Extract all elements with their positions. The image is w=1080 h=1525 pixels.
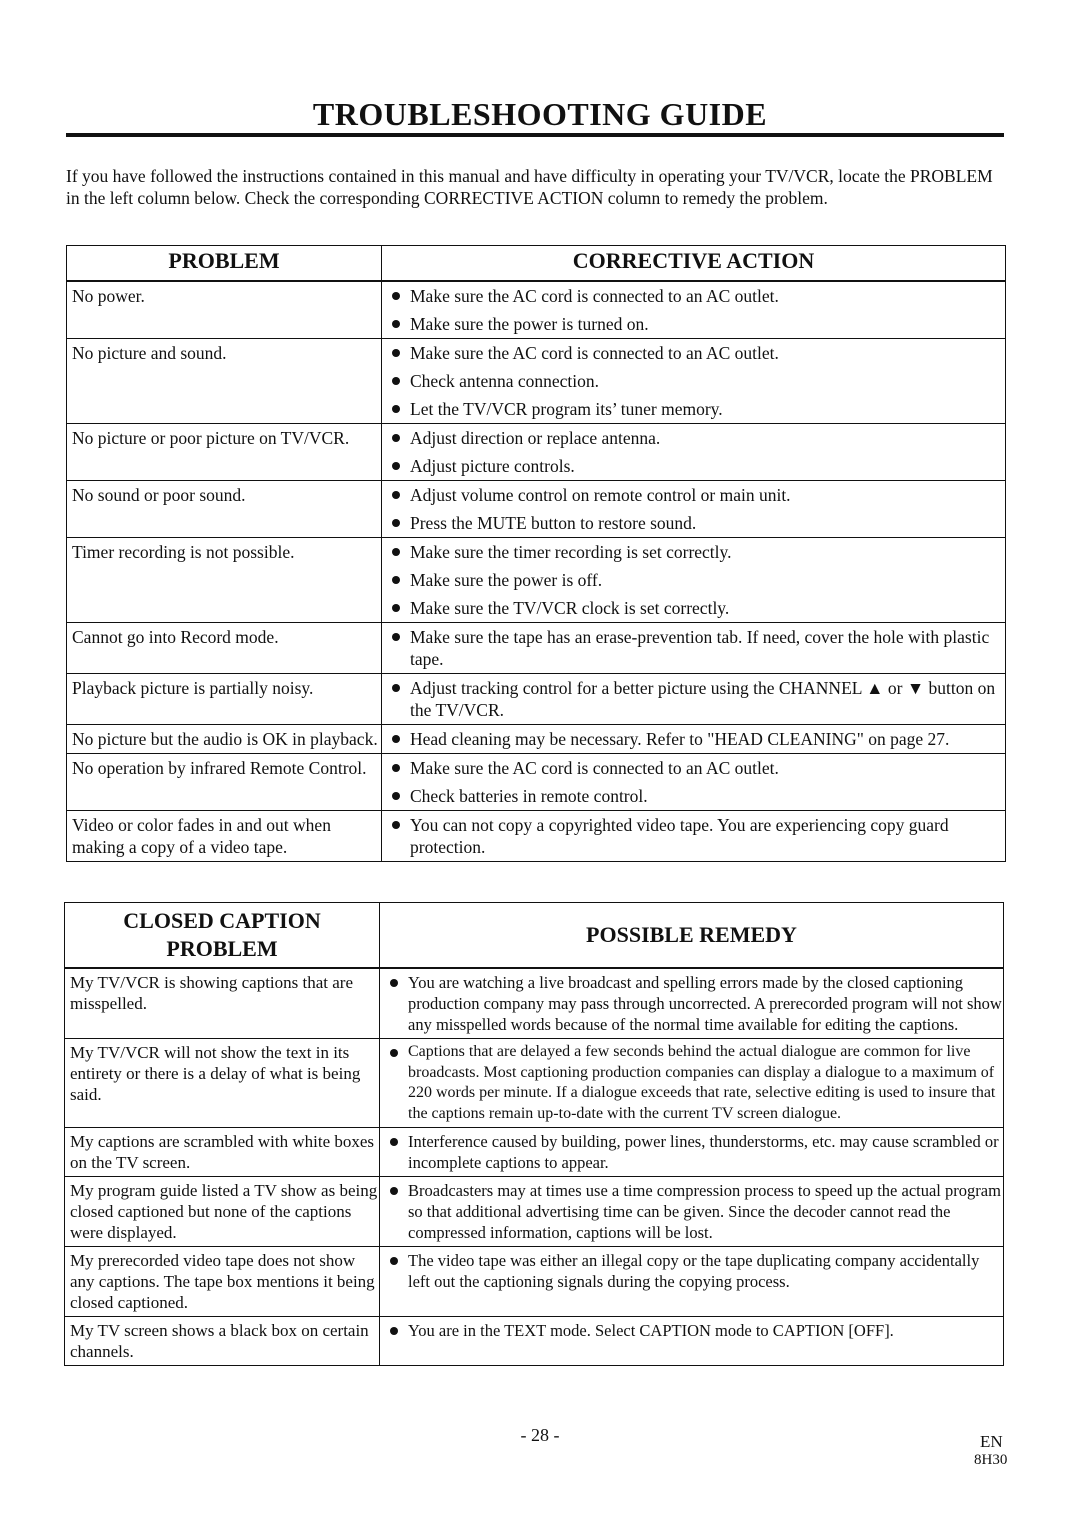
table-row [67, 339, 1006, 424]
corrective-action-cell [382, 811, 1006, 862]
language-code: EN [980, 1432, 1003, 1451]
problem-header: PROBLEM [67, 246, 382, 282]
action-bullet [386, 1320, 1003, 1341]
caption-problem-cell: My TV/VCR is showing captions that are misspelled. [65, 968, 380, 1039]
caption-problem-cell: My program guide listed a TV show as being closed captioned but none of the captions were displayed. [65, 1177, 380, 1247]
action-text: You are watching a live broadcast and spelling errors made by the closed captioning production company may pass through uncorrected. A prerecorded program will not show any misspelled words because of the normal time available for editing the captions. [408, 973, 1002, 1034]
action-bullet [386, 1180, 1003, 1243]
bullet-dot-icon [390, 979, 398, 987]
bullet-dot-icon [392, 377, 400, 385]
action-text: Make sure the tape has an erase-prevention tab. If need, cover the hole with plastic tape. [410, 627, 990, 669]
table-row [65, 1177, 1004, 1247]
action-bullet [386, 972, 1003, 1035]
problem-cell: No picture but the audio is OK in playback. [67, 725, 382, 754]
problem-cell: No picture and sound. [67, 339, 382, 424]
action-text: Make sure the AC cord is connected to an AC outlet. [410, 286, 779, 306]
closed-caption-header-line1: CLOSED CAPTION [123, 908, 321, 933]
action-bullet [388, 512, 1005, 534]
corrective-action-header: CORRECTIVE ACTION [382, 246, 1006, 282]
action-text: The video tape was either an illegal copy or the tape duplicating company accidentally left out the captioning signals during the copying process. [408, 1251, 980, 1291]
action-bullet [388, 785, 1005, 807]
action-bullet [388, 484, 1005, 506]
table-row [65, 1317, 1004, 1366]
action-bullet [388, 541, 1005, 563]
possible-remedy-cell [380, 968, 1004, 1039]
action-bullet [388, 728, 1005, 750]
title-underline [66, 133, 1004, 137]
bullet-dot-icon [392, 548, 400, 556]
action-text: You are in the TEXT mode. Select CAPTION mode to CAPTION [OFF]. [408, 1321, 894, 1340]
problem-cell: No power. [67, 281, 382, 339]
bullet-dot-icon [392, 292, 400, 300]
possible-remedy-cell [380, 1247, 1004, 1317]
table-row [65, 1039, 1004, 1128]
action-bullet [388, 677, 1005, 721]
caption-problem-cell: My captions are scrambled with white boxes on the TV screen. [65, 1128, 380, 1177]
bullet-dot-icon [392, 684, 400, 692]
table-row [65, 1128, 1004, 1177]
bullet-dot-icon [392, 576, 400, 584]
action-bullet [388, 427, 1005, 449]
action-text: Check batteries in remote control. [410, 786, 648, 806]
problem-cell: Video or color fades in and out when making a copy of a video tape. [67, 811, 382, 862]
bullet-dot-icon [392, 491, 400, 499]
action-text: Press the MUTE button to restore sound. [410, 513, 697, 533]
bullet-dot-icon [392, 792, 400, 800]
action-bullet [388, 398, 1005, 420]
problem-cell: Playback picture is partially noisy. [67, 674, 382, 725]
caption-problem-cell: My prerecorded video tape does not show any captions. The tape box mentions it being closed captioned. [65, 1247, 380, 1317]
table-row [67, 424, 1006, 481]
bullet-dot-icon [392, 349, 400, 357]
action-bullet [388, 597, 1005, 619]
table-row [67, 811, 1006, 862]
bullet-dot-icon [392, 462, 400, 470]
bullet-dot-icon [390, 1187, 398, 1195]
corrective-action-cell [382, 538, 1006, 623]
action-text: Captions that are delayed a few seconds behind the actual dialogue are common for live broadcasts. Most captioning production companies can display a dialogue to a maximum of 220 words per minute. If a dialogue exceeds that rate, selective editing is used to insure that the captions remain up-to-date with the current TV screen dialogue. [408, 1043, 996, 1122]
corrective-action-cell [382, 481, 1006, 538]
action-bullet [388, 313, 1005, 335]
action-text: Adjust volume control on remote control or main unit. [410, 485, 791, 505]
corrective-action-cell [382, 674, 1006, 725]
action-bullet [388, 342, 1005, 364]
table-row [67, 725, 1006, 754]
problem-cell: Timer recording is not possible. [67, 538, 382, 623]
table-row [65, 968, 1004, 1039]
bullet-dot-icon [392, 405, 400, 413]
action-bullet [388, 569, 1005, 591]
corrective-action-cell [382, 281, 1006, 339]
page-number: - 28 - [520, 1425, 560, 1445]
action-bullet [388, 814, 1005, 858]
closed-caption-table-body [65, 968, 1004, 1366]
table-row [65, 1247, 1004, 1317]
bullet-dot-icon [392, 735, 400, 743]
page-title: TROUBLESHOOTING GUIDE [312, 96, 768, 132]
corrective-action-cell [382, 754, 1006, 811]
bullet-dot-icon [390, 1257, 398, 1265]
action-text: Adjust picture controls. [410, 456, 575, 476]
action-text: Check antenna connection. [410, 371, 600, 391]
action-bullet [386, 1250, 1003, 1292]
closed-caption-header-line2: PROBLEM [166, 936, 278, 961]
problem-cell: No sound or poor sound. [67, 481, 382, 538]
possible-remedy-cell [380, 1128, 1004, 1177]
bullet-dot-icon [392, 633, 400, 641]
table-row [67, 281, 1006, 339]
action-text: Adjust direction or replace antenna. [410, 428, 661, 448]
action-bullet [388, 285, 1005, 307]
action-text: Make sure the timer recording is set correctly. [410, 542, 732, 562]
bullet-dot-icon [392, 821, 400, 829]
problem-cell: No picture or poor picture on TV/VCR. [67, 424, 382, 481]
action-text: Head cleaning may be necessary. Refer to "HEAD CLEANING" on page 27. [410, 729, 950, 749]
bullet-dot-icon [392, 764, 400, 772]
corrective-action-cell [382, 725, 1006, 754]
bullet-dot-icon [392, 434, 400, 442]
intro-paragraph: If you have followed the instructions contained in this manual and have difficulty in operating your TV/VCR, locate the PROBLEM in the left column below. Check the corresponding CORRECTIVE ACTION column to remedy the problem. [66, 166, 993, 208]
action-text: Broadcasters may at times use a time compression process to speed up the actual program so that additional advertising time can be given. Since the decoder cannot read the compressed information, captions will be lost. [408, 1181, 1001, 1242]
corrective-action-cell [382, 339, 1006, 424]
table-row [67, 481, 1006, 538]
bullet-dot-icon [390, 1049, 398, 1057]
caption-problem-cell: My TV/VCR will not show the text in its entirety or there is a delay of what is being said. [65, 1039, 380, 1128]
action-text: Let the TV/VCR program its’ tuner memory. [410, 399, 723, 419]
action-text: Make sure the power is off. [410, 570, 603, 590]
bullet-dot-icon [392, 320, 400, 328]
action-bullet [388, 455, 1005, 477]
action-bullet [386, 1042, 1003, 1124]
possible-remedy-header: POSSIBLE REMEDY [380, 903, 1004, 969]
bullet-dot-icon [390, 1138, 398, 1146]
possible-remedy-cell [380, 1177, 1004, 1247]
model-code: 8H30 [974, 1452, 1008, 1468]
caption-problem-cell: My TV screen shows a black box on certain channels. [65, 1317, 380, 1366]
action-text: Adjust tracking control for a better picture using the CHANNEL ▲ or ▼ button on the TV/VCR. [410, 678, 996, 720]
action-text: Make sure the TV/VCR clock is set correctly. [410, 598, 730, 618]
problem-cell: Cannot go into Record mode. [67, 623, 382, 674]
bullet-dot-icon [390, 1327, 398, 1335]
table-row [67, 538, 1006, 623]
closed-caption-problem-header [65, 903, 380, 969]
possible-remedy-cell [380, 1317, 1004, 1366]
action-text: Make sure the power is turned on. [410, 314, 649, 334]
action-bullet [388, 757, 1005, 779]
troubleshooting-table-body [67, 281, 1006, 862]
table-row [67, 674, 1006, 725]
bullet-dot-icon [392, 604, 400, 612]
problem-cell: No operation by infrared Remote Control. [67, 754, 382, 811]
action-text: You can not copy a copyrighted video tape. You are experiencing copy guard protection. [410, 815, 949, 857]
corrective-action-cell [382, 623, 1006, 674]
action-bullet [388, 370, 1005, 392]
possible-remedy-cell [380, 1039, 1004, 1128]
bullet-dot-icon [392, 519, 400, 527]
action-text: Interference caused by building, power lines, thunderstorms, etc. may cause scrambled or incomplete captions to appear. [408, 1132, 999, 1172]
table-row [67, 754, 1006, 811]
troubleshooting-table [66, 245, 1006, 862]
table-row [67, 623, 1006, 674]
closed-caption-table [64, 902, 1004, 1366]
action-text: Make sure the AC cord is connected to an AC outlet. [410, 343, 779, 363]
corrective-action-cell [382, 424, 1006, 481]
action-bullet [386, 1131, 1003, 1173]
action-text: Make sure the AC cord is connected to an AC outlet. [410, 758, 779, 778]
action-bullet [388, 626, 1005, 670]
